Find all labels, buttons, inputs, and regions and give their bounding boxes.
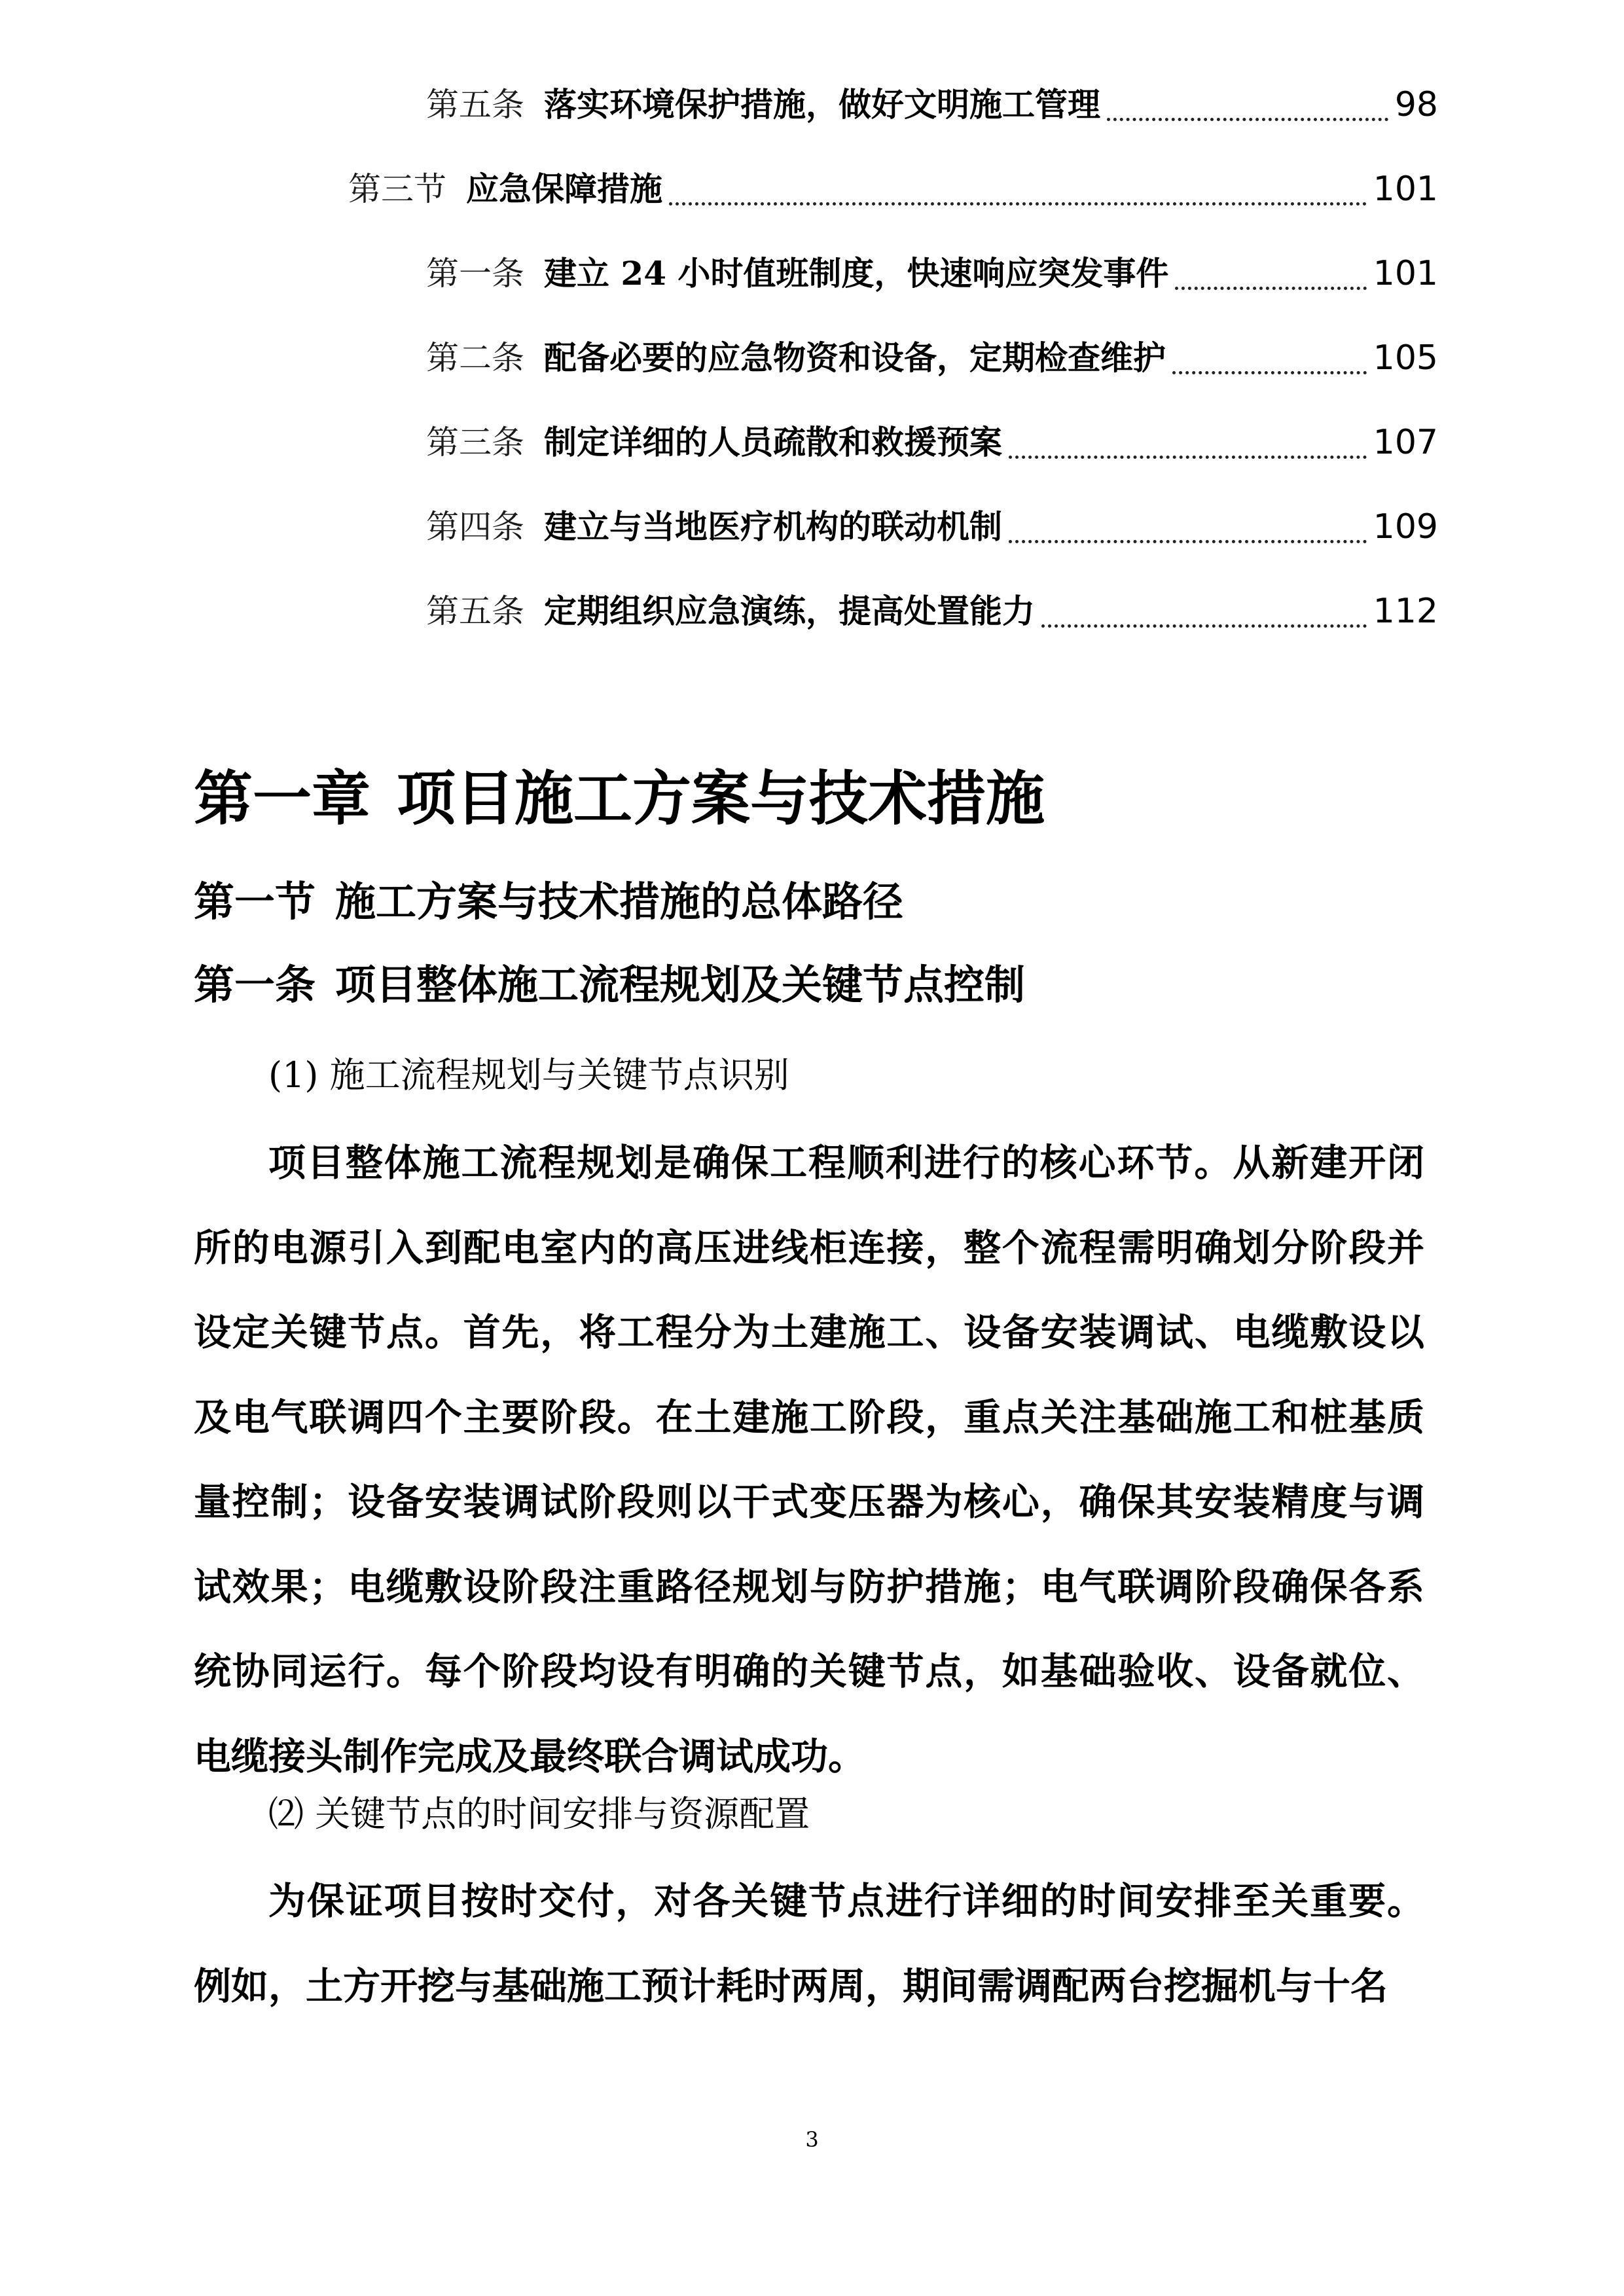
toc-entry[interactable] <box>426 585 1438 637</box>
toc-leader-dots <box>1172 371 1367 374</box>
toc-leader-dots <box>1009 456 1367 459</box>
toc-entry-title: 应急保障措施 <box>466 170 662 208</box>
toc-leader-dots <box>1175 287 1366 290</box>
body-paragraph-2: 为保证项目按时交付，对各关键节点进行详细的时间安排至关重要。例如，土方开挖与基础施工预计耗时两周，期间需调配两台挖掘机与十名 <box>194 1879 1424 2008</box>
section-number: 第一节 <box>194 878 316 925</box>
toc-entry-label: 第二条 <box>426 339 524 377</box>
toc-entry[interactable] <box>426 416 1438 469</box>
section-title: 施工方案与技术措施的总体路径 <box>335 878 904 925</box>
section-heading <box>194 869 903 935</box>
body-paragraph-1: 项目整体施工流程规划是确保工程顺利进行的核心环节。从新建开闭所的电源引入到配电室内的高压进线柜连接，整个流程需明确划分阶段并设定关键节点。首先，将工程分为土建施工、设备安装调试、电缆敷设以及电气联调四个主要阶段。在土建施工阶段，重点关注基础施工和桩基质量控制；设备安装调试阶段则以干式变压器为核心，确保其安装精度与调试效果；电缆敷设阶段注重路径规划与防护措施；电气联调阶段确保各系统协同运行。每个阶段均设有明确的关键节点，如基础验收、设备就位、电缆接头制作完成及最终联合调试成功。 <box>194 1141 1424 1778</box>
toc-entry[interactable] <box>426 501 1438 553</box>
chapter-heading <box>194 759 1045 838</box>
toc-entry-page: 98 <box>1394 85 1438 124</box>
subheading-2: ⑵ 关键节点的时间安排与资源配置 <box>268 1793 810 1835</box>
toc-entry-title: 落实环境保护措施，做好文明施工管理 <box>544 85 1100 124</box>
toc-entry-label: 第一条 <box>426 255 524 293</box>
toc-entry-label: 第四条 <box>426 508 524 546</box>
toc-entry-title: 建立与当地医疗机构的联动机制 <box>544 507 1002 546</box>
toc-entry-title: 制定详细的人员疏散和救援预案 <box>544 423 1002 461</box>
chapter-title: 项目施工方案与技术措施 <box>397 764 1045 833</box>
toc-entry[interactable] <box>426 332 1438 384</box>
chapter-number: 第一章 <box>194 764 370 833</box>
toc-entry-page: 112 <box>1373 592 1438 631</box>
toc-entry-title: 建立 24 小时值班制度，快速响应突发事件 <box>544 254 1169 293</box>
toc-leader-dots <box>669 202 1367 206</box>
toc-leader-dots <box>1009 540 1367 543</box>
toc-entry-page: 101 <box>1373 170 1438 209</box>
article-title: 项目整体施工流程规划及关键节点控制 <box>335 961 1026 1009</box>
toc-entry-label: 第三条 <box>426 423 524 461</box>
toc-entry-page: 105 <box>1373 338 1438 378</box>
toc-entry-title: 定期组织应急演练，提高处置能力 <box>544 592 1035 630</box>
toc-leader-dots <box>1041 624 1367 628</box>
toc-entry-page: 109 <box>1373 507 1438 547</box>
page-number: 3 <box>805 2127 819 2152</box>
subheading-1: (1) 施工流程规划与关键节点识别 <box>268 1054 789 1096</box>
toc-entry-label: 第三节 <box>348 170 446 208</box>
toc-entry[interactable] <box>426 247 1438 300</box>
article-number: 第一条 <box>194 961 316 1009</box>
toc-entry-label: 第五条 <box>426 86 524 124</box>
toc-entry[interactable] <box>426 79 1438 131</box>
toc-entry-page: 107 <box>1373 423 1438 462</box>
toc-entry-title: 配备必要的应急物资和设备，定期检查维护 <box>544 338 1166 377</box>
toc-entry-page: 101 <box>1373 254 1438 293</box>
toc-leader-dots <box>1107 118 1388 121</box>
toc-entry[interactable] <box>348 163 1438 215</box>
article-heading <box>194 952 1025 1018</box>
toc-entry-label: 第五条 <box>426 592 524 630</box>
